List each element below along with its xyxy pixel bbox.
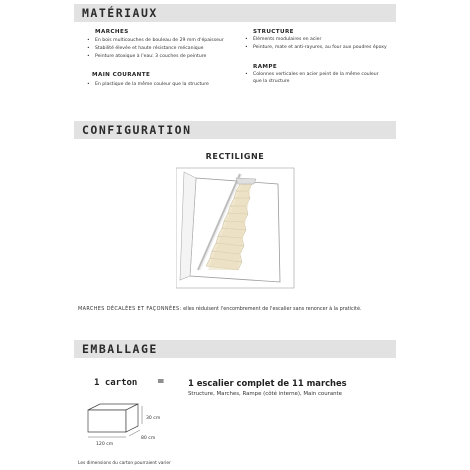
configuration-note [78,306,362,312]
rampe-heading: RAMPE [253,64,278,70]
carton-count: 1 carton [94,378,138,388]
structure-item-1: • Éléments modulaires en acier [253,37,321,43]
marches-item-3: • Peinture atoxique à l'eau: 3 couches de peinture [95,54,206,60]
staircase-illustration [176,166,296,290]
main-courante-heading: MAIN COURANTE [92,72,151,78]
equals-sign: = [157,377,165,387]
configuration-title: CONFIGURATION [82,123,192,137]
materiaux-header-band [74,4,396,22]
carton-box-illustration [80,402,161,448]
box-width-label: 120 cm [96,442,114,447]
carton-footnote: Les dimensions du carton pourraient varier [78,461,171,466]
carton-result: 1 escalier complet de 11 marches [188,378,347,388]
marches-item-2: • Stabilité élevée et haute résistance mécanique [95,46,203,52]
structure-heading: STRUCTURE [253,29,294,35]
carton-contents: Structure, Marches, Rampe (côté interne), Main courante [188,391,342,397]
top-landing [236,178,256,184]
main-courante-item-1: • En plastique de la même couleur que la structure [95,82,209,88]
box-front-face [88,410,126,432]
box-height-label: 30 cm [146,416,161,421]
marches-heading: MARCHES [95,29,129,35]
box-depth-label: 80 cm [141,436,156,441]
structure-item-2: • Peinture, mate et anti-rayures, au four aux poudres époxy [253,45,387,51]
configuration-note-text: elles réduisent l'encombrement de l'escalier sans renoncer à la praticité. [181,306,362,312]
configuration-header-band [74,121,396,139]
configuration-subtitle: RECTILIGNE [205,152,265,161]
marches-item-1: • En bois multicouches de bouleau de 29 mm d'épaisseur [95,38,224,44]
rampe-item-1: • Colonnes verticales en acier peint de la même couleur [253,72,379,78]
rampe-item-1-cont: que la structure [253,79,290,84]
depth-dim-line [129,430,140,436]
materiaux-title: MATÉRIAUX [82,6,158,20]
configuration-note-label: MARCHES DÉCALÉES ET FAÇONNÉES: [78,306,182,312]
emballage-title: EMBALLAGE [82,342,158,356]
emballage-header-band [74,340,396,358]
